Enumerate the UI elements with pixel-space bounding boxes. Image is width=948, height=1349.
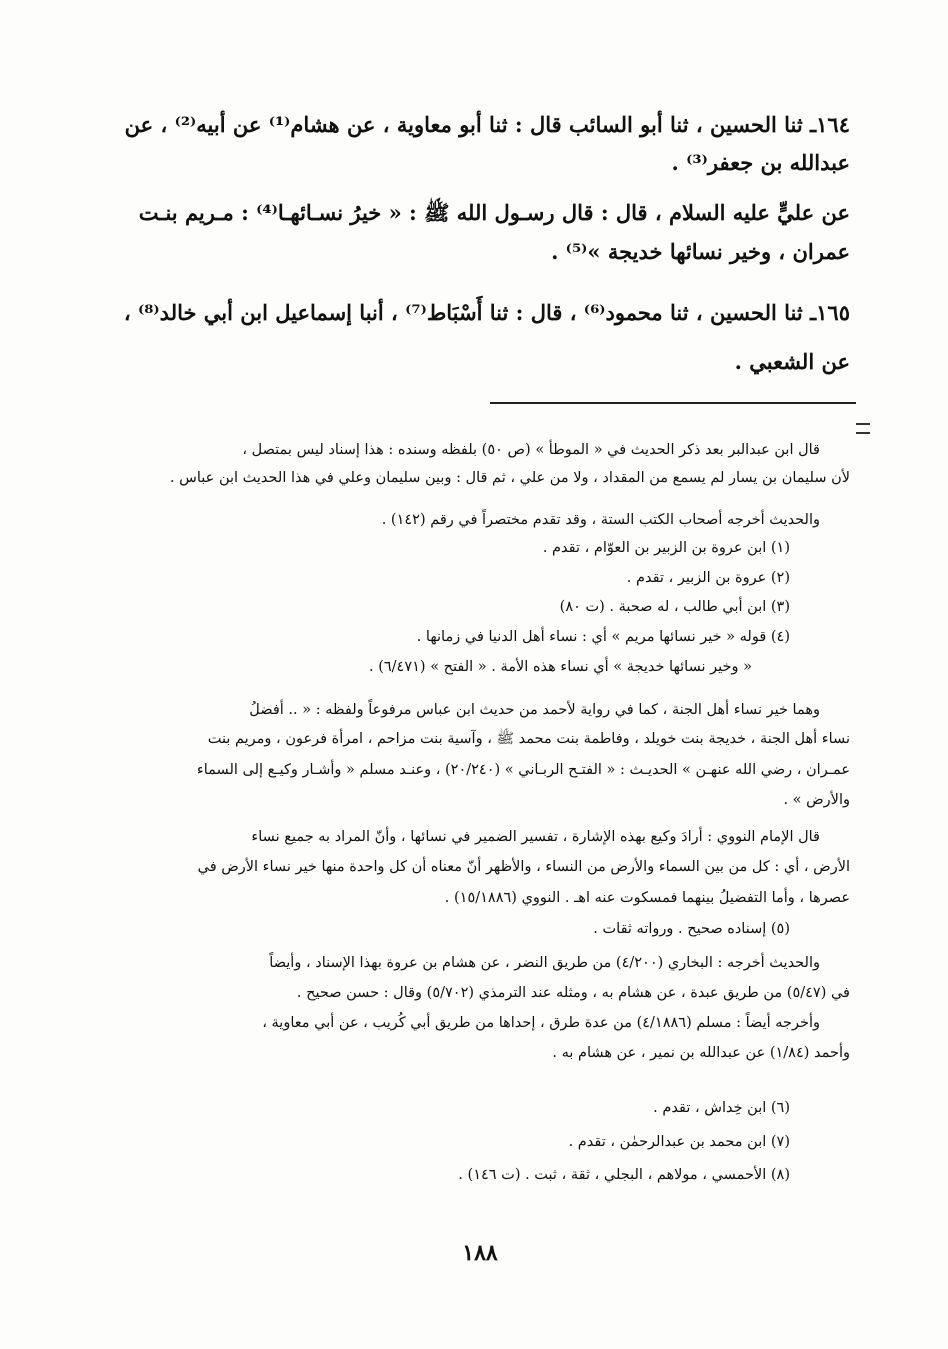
footnote-3: (٣) ابن أبي طالب ، له صحبة . (ت ٨٠) bbox=[559, 599, 790, 615]
footnote-line: والحديث أخرجه أصحاب الكتب الستة ، وقد تقدم مختصراً في رقم (١٤٢) . bbox=[381, 512, 820, 528]
footnote-4: (٤) قوله « خير نسائها مريم » أي : نساء أهل الدنيا في زمانها . bbox=[416, 629, 790, 645]
hadith-165-line-2: عن الشعبي . bbox=[734, 349, 850, 374]
footnote-line: في (٥/٤٧) من طريق عبدة ، عن هشام به ، ومثله عند الترمذي (٥/٧٠٢) وقال : حسن صحيح . bbox=[296, 985, 850, 1001]
page-number: ١٨٨ bbox=[462, 1240, 498, 1266]
footnote-line: نساء أهل الجنة ، خديجة بنت خويلد ، وفاطمة بنت محمد ﷺ ، وآسية بنت مزاحم ، امرأة فرعون ، ومريم بنت bbox=[207, 731, 850, 747]
footnote-6: (٦) ابن خِداش ، تقدم . bbox=[653, 1100, 790, 1116]
footnote-line: والأرض » . bbox=[783, 792, 850, 808]
footnote-line: قال ابن عبدالبر بعد ذكر الحديث في « الموطأ » (ص ٥٠) بلفظه وسنده : هذا إسناد ليس بمتصل ، bbox=[242, 442, 820, 458]
continuation-mark bbox=[856, 423, 870, 434]
footnote-separator bbox=[490, 402, 856, 404]
footnote-line: قال الإمام النووي : أرادَ وكيع بهذه الإشارة ، تفسير الضمير في نسائها ، وأنّ المراد به جميع نساء bbox=[251, 829, 820, 845]
footnote-line: عمـران ، رضي الله عنهـن » الحديـث : « الفتـح الربـاني » (٢٠/٢٤٠) ، وعنـد مسلم « وأشـار وكيـع إلى السماء bbox=[196, 762, 850, 778]
footnote-2: (٢) عروة بن الزبير ، تقدم . bbox=[626, 570, 790, 586]
hadith-165-line-1: ١٦٥ـ ثنا الحسين ، ثنا محمود⁽⁶⁾ ، قال : ثنا أَسْبَاط⁽⁷⁾ ، أنبا إسماعيل ابن أبي خالد⁽⁸⁾ ، bbox=[123, 300, 850, 325]
footnote-line: لأن سليمان بن يسار لم يسمع من المقداد ، ولا من علي ، ثم قال : وبين سليمان وعلي في هذا الحديث ابن عباس . bbox=[169, 470, 850, 486]
hadith-164-line-3: عن عليٍّ عليه السلام ، قال : قال رسـول الله ﷺ : « خيرُ نسـائهـا⁽⁴⁾ : مـريم بنـت bbox=[138, 200, 850, 225]
footnote-line: « وخير نسائها خديجة » أي نساء هذه الأمة . « الفتح » (٦/٤٧١) . bbox=[368, 659, 752, 675]
footnote-7: (٧) ابن محمد بن عبدالرحمٰن ، تقدم . bbox=[568, 1134, 790, 1150]
footnote-line: عصرها ، وأما التفضيلُ بينهما فمسكوت عنه اهـ . النووي (١٥/١٨٨٦) . bbox=[444, 890, 850, 906]
hadith-164-line-4: عمران ، وخير نسائها خديجة »⁽⁵⁾ . bbox=[551, 239, 850, 264]
footnote-line: والحديث أخرجه : البخاري (٤/٢٠٠) من طريق النضر ، عن هشام بن عروة بهذا الإسناد ، وأيضاً bbox=[269, 955, 820, 971]
footnote-line: وأحمد (١/٨٤) عن عبدالله بن نمير ، عن هشام به . bbox=[552, 1045, 850, 1061]
footnote-5: (٥) إسناده صحيح . ورواته ثقات . bbox=[593, 921, 790, 937]
hadith-164-line-2: عبدالله بن جعفر⁽³⁾ . bbox=[671, 150, 850, 175]
footnote-8: (٨) الأحمسي ، مولاهم ، البجلي ، ثقة ، ثبت . (ت ١٤٦) . bbox=[458, 1167, 790, 1183]
footnote-line: الأرض ، أي : كل من بين السماء والأرض من النساء ، والأظهر أنّ معناه أن كل واحدة منها خير نساء الأرض في bbox=[197, 859, 850, 875]
footnote-line: وأخرجه أيضاً : مسلم (٤/١٨٨٦) من عدة طرق ، إحداها من طريق أبي كُريب ، عن أبي معاوية ، bbox=[262, 1015, 820, 1031]
footnote-1: (١) ابن عروة بن الزبير بن العوّام ، تقدم . bbox=[542, 540, 790, 556]
footnote-line: وهما خير نساء أهل الجنة ، كما في رواية لأحمد من حديث ابن عباس مرفوعاً ولفظه : « .. أفضلُ bbox=[249, 702, 820, 718]
hadith-164-line-1: ١٦٤ـ ثنا الحسين ، ثنا أبو السائب قال : ثنا أبو معاوية ، عن هشام⁽¹⁾ عن أبيه⁽²⁾ ، عن bbox=[124, 112, 850, 137]
